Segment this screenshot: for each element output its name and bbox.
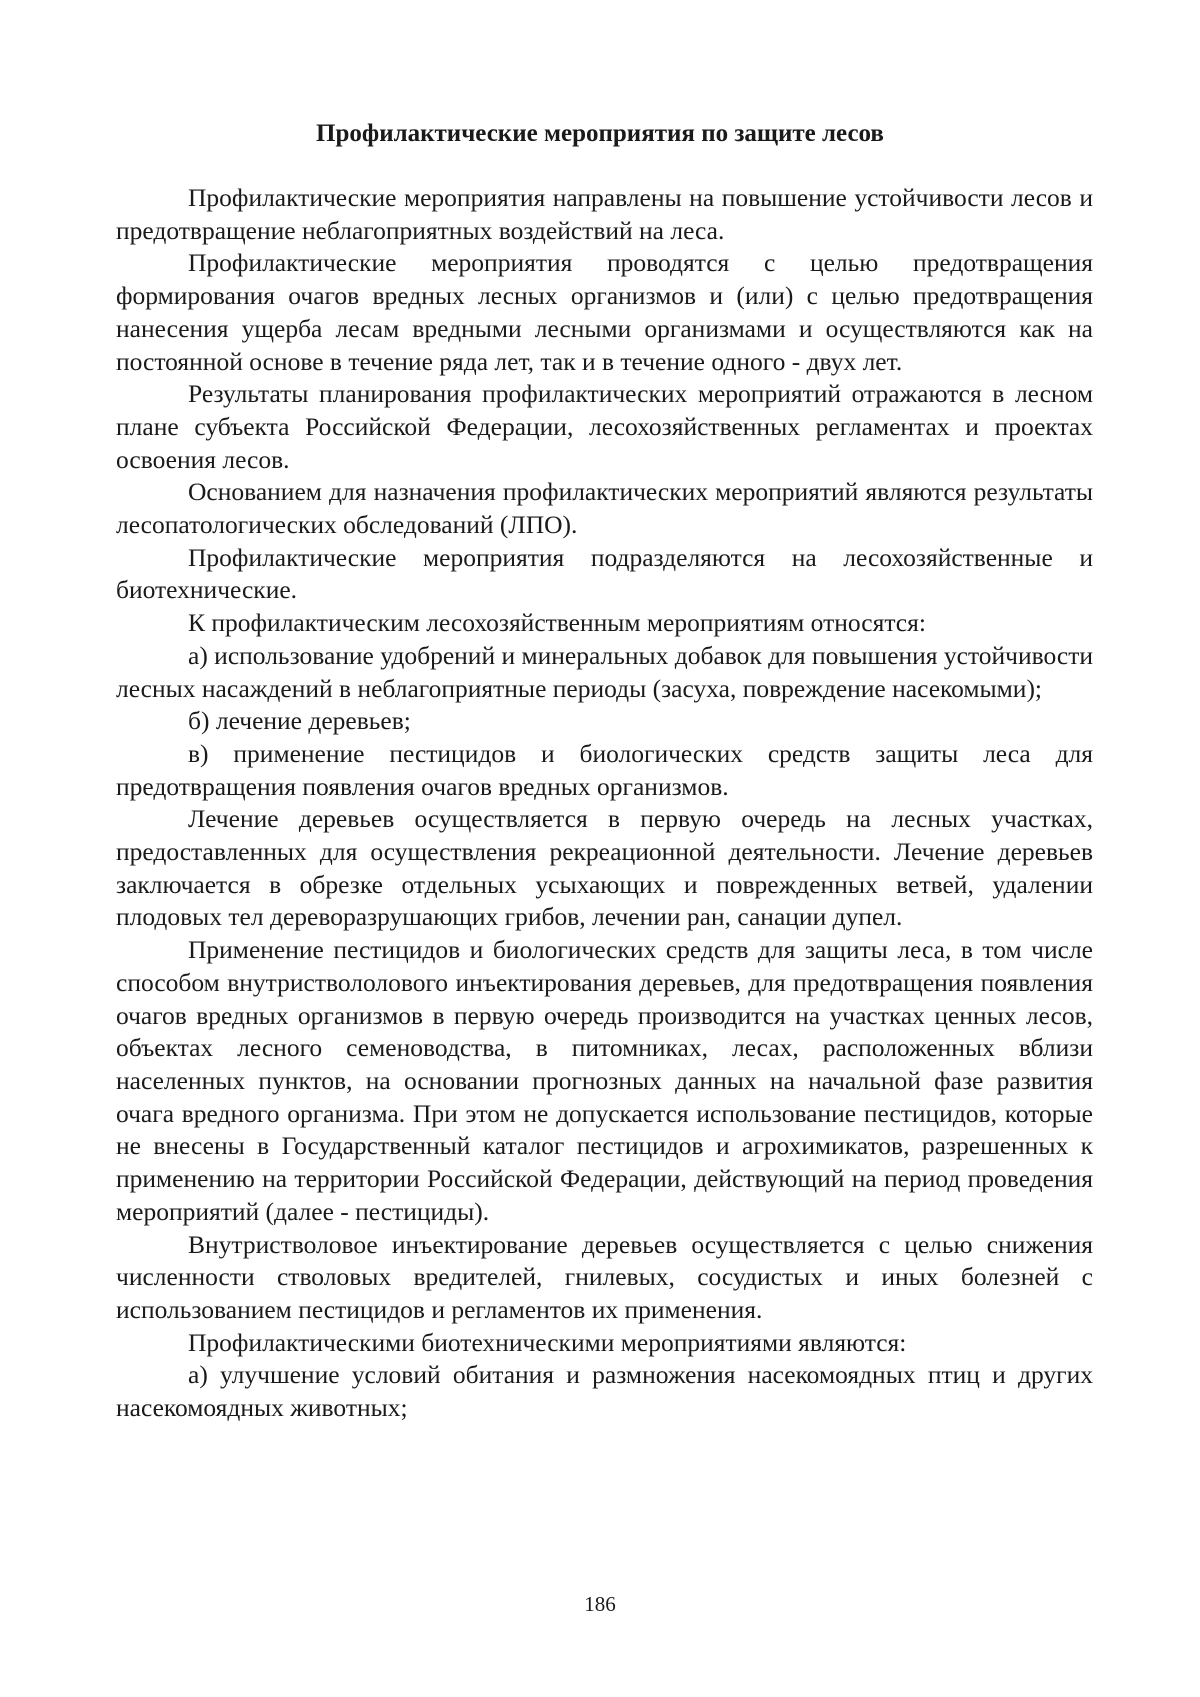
body-text (116, 182, 1093, 1425)
list-item-b: б) лечение деревьев; (188, 706, 411, 736)
list-item-c: в) применение пестицидов и биологических средств защиты леса для предотвращения появления очагов вредных организмов. (116, 738, 1093, 801)
paragraph-3: Результаты планирования профилактических мероприятий отражаются в лесном плане субъекта Российской Федерации, лесохозяйственных регламентах и проектах освоения лесов. (116, 379, 1093, 474)
page-number: 186 (584, 1592, 616, 1616)
paragraph-13: Профилактическими биотехническими мероприятиями являются: (188, 1327, 907, 1357)
paragraph-10: Лечение деревьев осуществляется в первую очередь на лесных участках, предоставленных для осуществления рекреационной деятельности. Лечение деревьев заключается в обрезке отдельных усыхающих и поврежденных ветвей, удалении плодовых тел дереворазрушающих грибов, лечении ран, санации дупел. (116, 804, 1093, 932)
list-item-biotech-a: а) улучшение условий обитания и размножения насекомоядных птиц и других насекомоядных животных; (116, 1360, 1093, 1423)
paragraph-6: К профилактическим лесохозяйственным мероприятиям относятся: (188, 608, 926, 638)
page-title: Профилактические мероприятия по защите лесов (316, 120, 884, 147)
paragraph-1: Профилактические мероприятия направлены на повышение устойчивости лесов и предотвращение неблагоприятных воздействий на леса. (116, 183, 1093, 245)
paragraph-11: Применение пестицидов и биологических средств для защиты леса, в том числе способом внутриствололового инъектирования деревьев, для предотвращения появления очагов вредных организмов в первую очередь производится на участках ценных лесов, объектах лесного семеноводства, в питомниках, лесах, расположенных вблизи населенных пунктов, на основании прогнозных данных на начальной фазе развития очага вредного организма. При этом не допускается использование пестицидов, которые не внесены в Государственный каталог пестицидов и агрохимикатов, разрешенных к применению на территории Российской Федерации, действующий на период проведения мероприятий (далее - пестициды). (116, 935, 1093, 1226)
paragraph-5: Профилактические мероприятия подразделяются на лесохозяйственные и биотехнические. (116, 542, 1093, 605)
paragraph-12: Внутристволовое инъектирование деревьев осуществляется с целью снижения численности стволовых вредителей, гнилевых, сосудистых и иных болезней с использованием пестицидов и регламентов их применения. (116, 1229, 1093, 1324)
paragraph-4: Основанием для назначения профилактических мероприятий являются результаты лесопатологических обследований (ЛПО). (116, 477, 1093, 540)
paragraph-2: Профилактические мероприятия проводятся с целью предотвращения формирования очагов вредных лесных организмов и (или) с целью предотвращения нанесения ущерба лесам вредными лесными организмами и осуществляются как на постоянной основе в течение ряда лет, так и в течение одного - двух лет. (116, 248, 1093, 376)
list-item-a: а) использование удобрений и минеральных добавок для повышения устойчивости лесных насаждений в неблагоприятные периоды (засуха, повреждение насекомыми); (116, 640, 1094, 703)
